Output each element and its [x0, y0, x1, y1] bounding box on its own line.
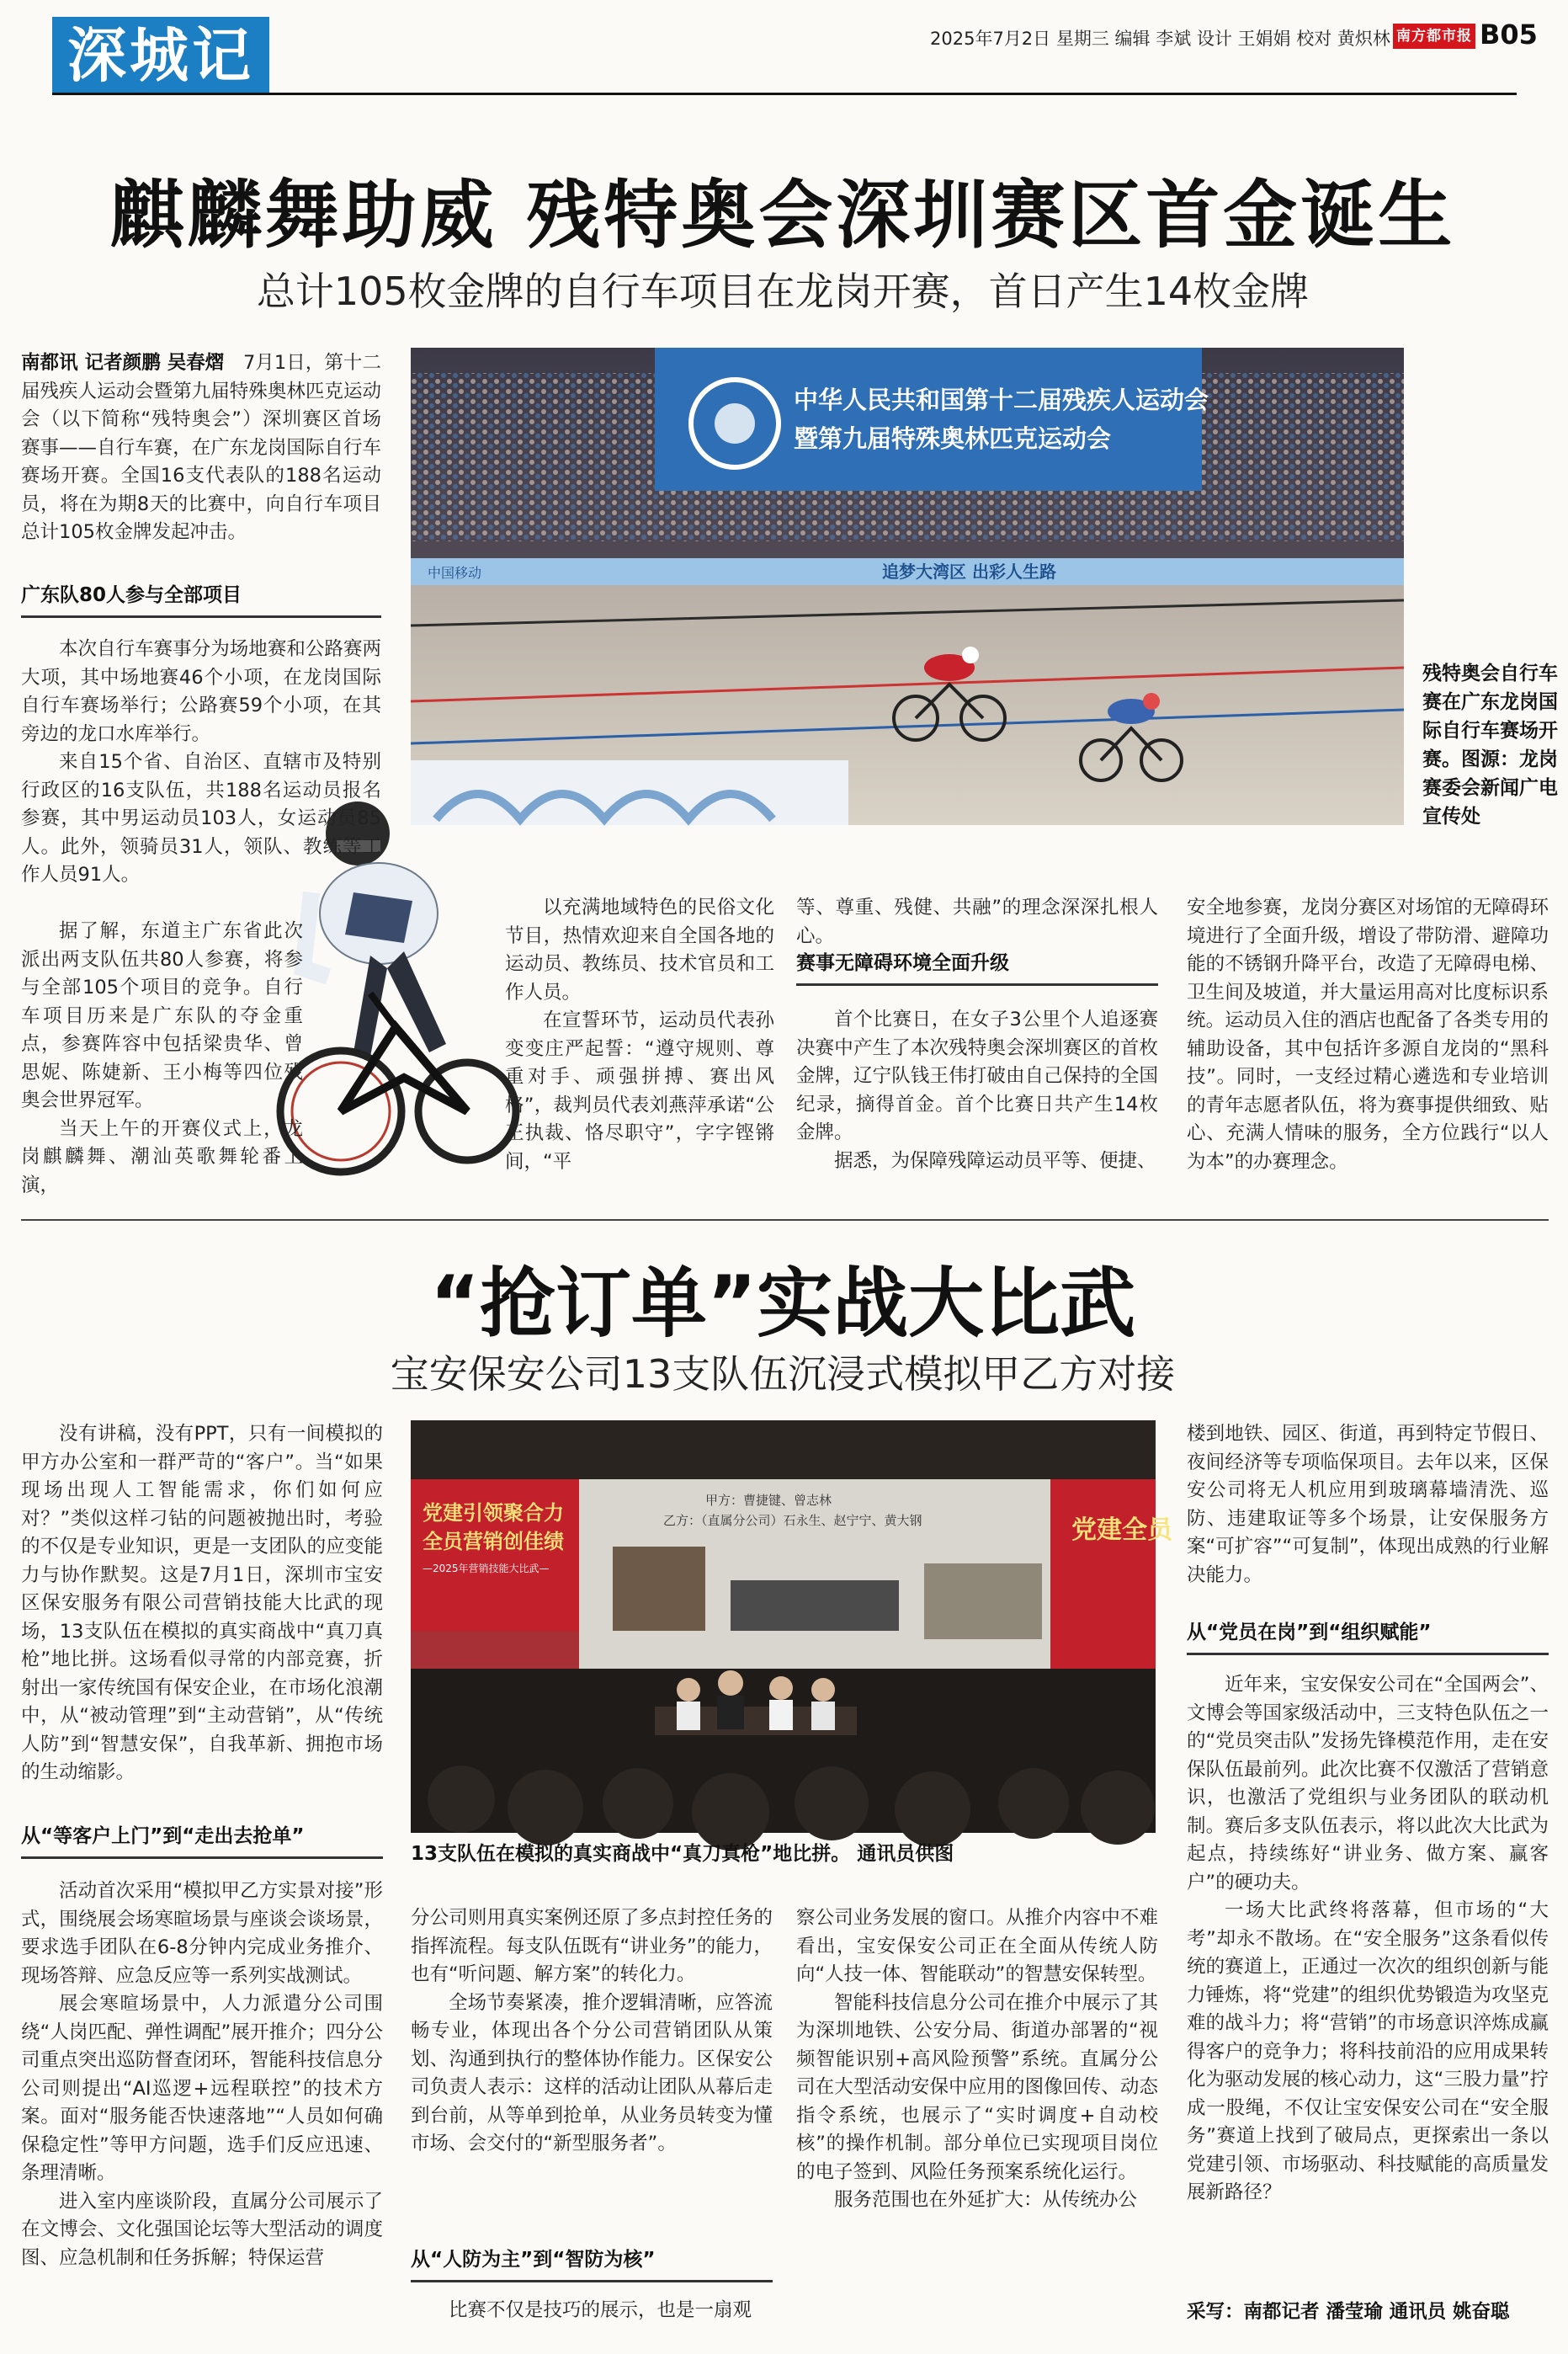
paragraph: 本次自行车赛事分为场地赛和公路赛两大项，其中场地赛46个小项，在龙岗国际自行车赛场举行；公路赛59个小项，在其旁边的龙口水库举行。 — [21, 638, 381, 745]
screen-right: 党建全员 — [1071, 1515, 1172, 1545]
paragraph: 比赛不仅是技巧的展示，也是一扇观 — [449, 2299, 752, 2321]
paragraph: 展会寒暄场景中，人力派遣分公司围绕“人岗匹配、弹性调配”展开推介；四分公司重点突出巡防督查闭环，智能科技信息分公司则提出“AI巡逻+远程联控”的技术方案。面对“服务能否快速落地”“人员如何确保稳定性”等甲方问题，选手们反应迅速、条理清晰。 — [21, 1993, 383, 2184]
paragraph: 等、尊重、残健、共融”的理念深深扎根人心。 — [796, 897, 1158, 947]
photo-slogan: 追梦大湾区 出彩人生路 — [882, 562, 1056, 582]
story1-col1 — [21, 636, 381, 890]
story1-subheadline: 总计105枚金牌的自行车项目在龙岗开赛，首日产生14枚金牌 — [256, 269, 1310, 314]
banner-line2: 暨第九届特殊奥林匹克运动会 — [794, 424, 1112, 453]
paragraph: 分公司则用真实案例还原了多点封控任务的指挥流程。每支队伍既有“讲业务”的能力，也有“听问题、解方案”的转化力。 — [411, 1907, 773, 1985]
paragraph: 以充满地域特色的民俗文化节目，热情欢迎来自全国各地的运动员、教练员、技术官员和工作人员。 — [505, 897, 774, 1004]
story1-col2 — [505, 894, 774, 1176]
story1-col3 — [796, 894, 1158, 951]
story2-subhead2: 从“人防为主”到“智防为核” — [411, 2244, 773, 2282]
screen-title2: 全员营销创佳绩 — [423, 1530, 564, 1553]
story2-subheadline: 宝安保安公司13支队伍沉浸式模拟甲乙方对接 — [390, 1351, 1176, 1397]
paper-logo-text: 南方都市报 — [1396, 28, 1472, 45]
paragraph: 一场大比武终将落幕，但市场的“大考”却永不散场。在“安全服务”这条看似传统的赛道上，正通过一次次的组织创新与能力锤炼，将“党建”的组织优势锻造为攻坚克难的战斗力；将“营销”的市场意识淬炼成赢得客户的竞争力；将科技前沿的应用成果转化为驱动发展的核心动力，这“三股力量”拧成一股绳，不仅让宝安保安公司在“安全服务”赛道上找到了破局点，更探索出一条以党建引领、市场驱动、科技赋能的高质量发展新路径？ — [1187, 1899, 1549, 2203]
cycling-photo-art — [411, 348, 1404, 825]
paragraph: 智能科技信息分公司在推介中展示了其为深圳地铁、公安分局、街道办部署的“视频智能识别+高风险预警”系统。直属分公司在大型活动安保中应用的图像回传、动态指令系统，也展示了“实时调度+自动校核”的操作机制。部分单位已实现项目岗位的电子签到、风险任务预案系统化运行。 — [796, 1991, 1158, 2183]
story1-col3b — [796, 1006, 1158, 1175]
paragraph: 据悉，为保障残障运动员平等、便捷、 — [834, 1149, 1156, 1172]
story2-col2b — [411, 2297, 773, 2325]
story2-col1b — [21, 1877, 383, 2272]
paragraph: 察公司业务发展的窗口。从推介内容中不难看出，宝安保安公司正在全面从传统人防向“人技一体、智能联动”的智慧安保转型。 — [796, 1907, 1158, 1985]
story1-lead — [21, 349, 381, 547]
screen-names2: 乙方：（直属分公司）石永生、赵宁宁、黄大钢 — [663, 1513, 922, 1528]
story-divider — [21, 1219, 1549, 1221]
competition-photo — [411, 1420, 1172, 1833]
paragraph: 服务范围也在外延扩大：从传统办公 — [834, 2189, 1138, 2211]
cycling-photo — [411, 348, 1404, 825]
paragraph: 首个比赛日，在女子3公里个人追逐赛决赛中产生了本次残特奥会深圳赛区的首枚金牌，辽宁队钱王伟打破由自己保持的全国纪录，摘得首金。首个比赛日共产生14枚金牌。 — [796, 1009, 1158, 1143]
story1-col4 — [1187, 894, 1549, 1176]
screen-sub: —2025年营销技能大比武— — [423, 1563, 550, 1574]
paper-logo — [1393, 24, 1475, 49]
story2-headline: “抢订单”实战大比武 — [429, 1260, 1136, 1348]
story1-lead-text: 7月1日，第十二届残疾人运动会暨第九届特殊奥林匹克运动会（以下简称“残特奥会”）深圳赛区首场赛事——自行车赛，在广东龙岗国际自行车赛场开赛。全国16支代表队的188名运动员，将在为期8天的比赛中，向自行车项目总计105枚金牌发起冲击。 — [21, 352, 381, 543]
story2-credit: 采写：南都记者 潘莹瑜 通讯员 姚奋聪 — [1187, 2301, 1510, 2323]
banner-line1: 中华人民共和国第十二届残疾人运动会 — [794, 386, 1209, 414]
story2-col3 — [796, 1904, 1158, 2215]
section-title: 深城记 — [67, 21, 254, 90]
story2-subhead1: 从“等客户上门”到“走出去抢单” — [21, 1820, 383, 1859]
paragraph: 进入室内座谈阶段，直属分公司展示了在文博会、文化强国论坛等大型活动的调度图、应急机制和任务拆解；特保运营 — [21, 2190, 383, 2269]
story1-headline: 麒麟舞助威 残特奥会深圳赛区首金诞生 — [109, 172, 1456, 258]
paragraph: 没有讲稿，没有PPT，只有一间模拟的甲方办公室和一群严苛的“客户”。当“如果现场出现人工智能需求，你们如何应对？”类似这样刁钻的问题被抛出时，考验的不仅是专业知识，更是一支团队的应变能力与协作默契。这是7月1日，深圳市宝安区保安服务有限公司营销技能大比武的现场，13支队伍在模拟的真实商战中“真刀真枪”地比拼。这场看似寻常的内部竞赛，折射出一家传统国有保安企业，在市场化浪潮中，从“被动管理”到“主动营销”，从“传统人防”到“智慧安保”，自我革新、拥抱市场的生动缩影。 — [21, 1423, 383, 1783]
story1-subhead1: 广东队80人参与全部项目 — [21, 579, 381, 618]
paragraph: 全场节奏紧凑，推介逻辑清晰，应答流畅专业，体现出各个分公司营销团队从策划、沟通到执行的整体协作能力。区保安公司负责人表示：这样的活动让团队从幕后走到台前，从等单到抢单，从业务员转变为懂市场、会交付的“新型服务者”。 — [411, 1991, 773, 2154]
story2-col1 — [21, 1420, 383, 1787]
page-number: B05 — [1480, 19, 1538, 51]
masthead-rule — [52, 93, 1517, 95]
story1-col1b — [21, 918, 303, 1200]
paragraph: 当天上午的开赛仪式上，龙岗麒麟舞、潮汕英歌舞轮番上演， — [21, 1117, 303, 1196]
paragraph: 楼到地铁、园区、街道，再到特定节假日、夜间经济等专项临保项目。去年以来，区保安公司将无人机应用到玻璃幕墙清洗、巡防、违建取证等多个场景，让安保服务方案“可扩容”“可复制”，体现出成熟的行业解决能力。 — [1187, 1423, 1549, 1586]
paragraph: 据了解，东道主广东省此次派出两支队伍共80人参赛，将参与全部105个项目的竞争。自行车项目历来是广东队的夺金重点，参赛阵容中包括梁贵华、曾思妮、陈婕新、王小梅等四位残奥会世界冠军。 — [21, 920, 303, 1111]
date-line: 2025年7月2日 星期三 编辑 李斌 设计 王娟娟 校对 黄炽林 — [930, 29, 1390, 49]
paragraph: 在宣誓环节，运动员代表孙变变庄严起誓：“遵守规则、尊重对手、顽强拼搏、赛出风格”，裁判员代表刘燕萍承诺“公正执裁、恪尽职守”，字字铿锵间，“平 — [505, 1009, 774, 1173]
story2-col4b — [1187, 1671, 1549, 2208]
story1-photo-caption: 残特奥会自行车赛在广东龙岗国际自行车赛场开赛。图源：龙岗赛委会新闻广电宣传处 — [1422, 663, 1558, 828]
screen-title1: 党建引领聚合力 — [423, 1501, 564, 1525]
story2-col2 — [411, 1904, 773, 2159]
story1-subhead2: 赛事无障碍环境全面升级 — [796, 947, 1158, 986]
paragraph: 安全地参赛，龙岗分赛区对场馆的无障碍环境进行了全面升级，增设了带防滑、避障功能的不锈钢升降平台，改造了无障碍电梯、卫生间及坡道，并大量运用高对比度标识系统。运动员入住的酒店也配备了各类专用的辅助设备，其中包括许多源自龙岗的“黑科技”。同时，一支经过精心遴选和专业培训的青年志愿者队伍，将为赛事提供细致、贴心、充满人情味的服务，全方位践行“以人为本”的办赛理念。 — [1187, 897, 1549, 1173]
paragraph: 近年来，宝安保安公司在“全国两会”、文博会等国家级活动中，三支特色队伍之一的“党员突击队”发扬先锋模范作用，走在安保队伍最前列。此次比赛不仅激活了营销意识，也激活了党组织与业务团队的联动机制。赛后多支队伍表示，将以此次大比武为起点，持续练好“讲业务、做方案、赢客户”的硬功夫。 — [1187, 1674, 1549, 1893]
competition-photo-art — [411, 1420, 1172, 1833]
photo-logo-text: 中国移动 — [428, 565, 482, 581]
story2-photo-caption: 13支队伍在模拟的真实商战中“真刀真枪”地比拼。 通讯员供图 — [411, 1843, 954, 1865]
screen-names1: 甲方：曹捷键、曾志林 — [705, 1493, 832, 1508]
story2-subhead3: 从“党员在岗”到“组织赋能” — [1187, 1616, 1549, 1655]
paragraph: 来自15个省、自治区、直辖市及特别行政区的16支队伍，共188名运动员报名参赛，其中男运动员103人，女运动员85人。此外，领骑员31人，领队、教练等工作人员91人。 — [21, 751, 381, 886]
story2-col4 — [1187, 1420, 1549, 1590]
story1-byline: 南都讯 记者颜鹏 吴春熠 — [21, 352, 225, 374]
section-label — [52, 17, 269, 94]
paragraph: 活动首次采用“模拟甲乙方实景对接”形式，围绕展会场寒暄场景与座谈会谈场景，要求选手团队在6-8分钟内完成业务推介、现场答辩、应急反应等一系列实战测试。 — [21, 1880, 383, 1987]
